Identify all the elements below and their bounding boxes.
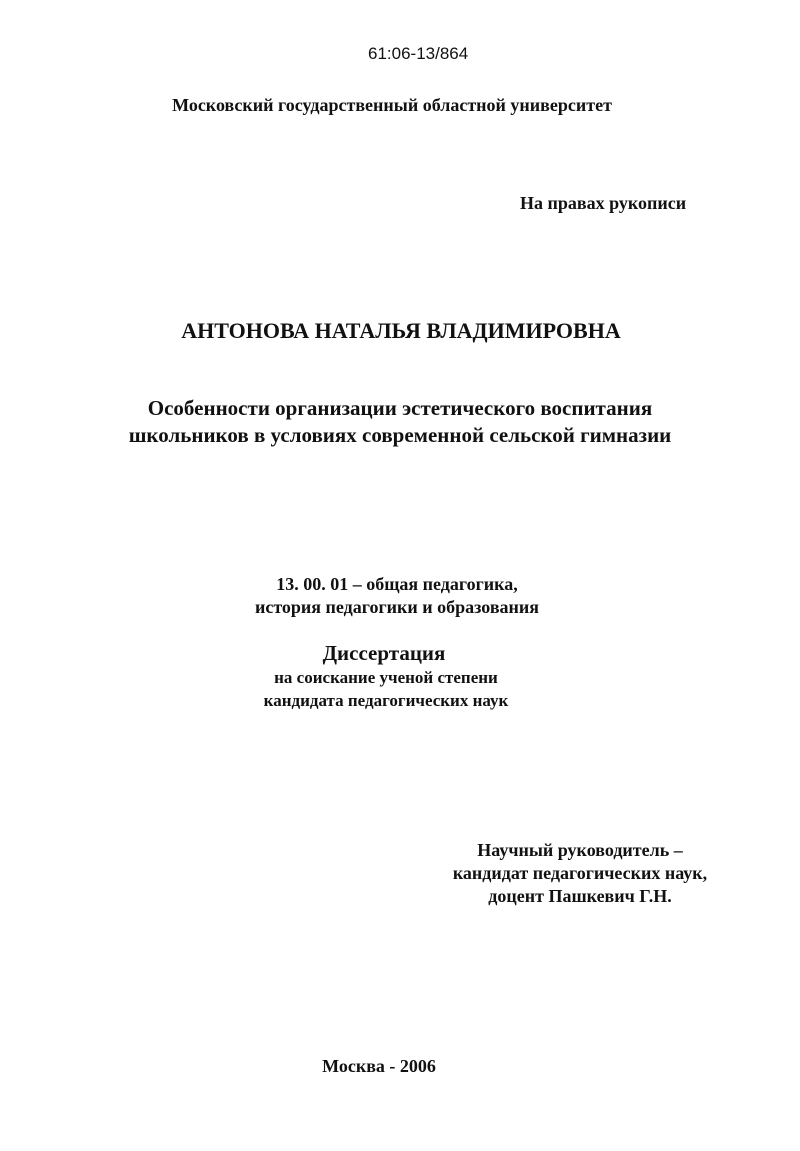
university-name: Московский государственный областной университет	[172, 95, 612, 115]
author-name: АНТОНОВА НАТАЛЬЯ ВЛАДИМИРОВНА	[181, 318, 621, 343]
degree-line-2: кандидата педагогических наук	[263, 691, 509, 710]
title-line-1: Особенности организации эстетического воспитания	[147, 396, 653, 420]
catalog-code: 61:06-13/864	[368, 44, 469, 63]
title-line-2: школьников в условиях современной сельской гимназии	[128, 423, 672, 447]
specialty	[0, 573, 794, 619]
specialty-line-1: 13. 00. 01 – общая педагогика,	[276, 574, 518, 594]
advisor-line-2: кандидат педагогических наук,	[452, 863, 708, 883]
city-year: Москва - 2006	[322, 1056, 436, 1076]
dissertation-heading: Диссертация	[322, 641, 446, 665]
dissertation-title	[0, 395, 800, 449]
degree-line-1: на соискание ученой степени	[274, 668, 498, 687]
specialty-line-2: история педагогики и образования	[254, 597, 540, 617]
degree-info	[0, 666, 772, 712]
advisor-line-1: Научный руководитель –	[477, 840, 683, 860]
scientific-advisor	[440, 839, 720, 908]
manuscript-rights: На правах рукописи	[520, 193, 687, 213]
advisor-line-3: доцент Пашкевич Г.Н.	[488, 886, 672, 906]
